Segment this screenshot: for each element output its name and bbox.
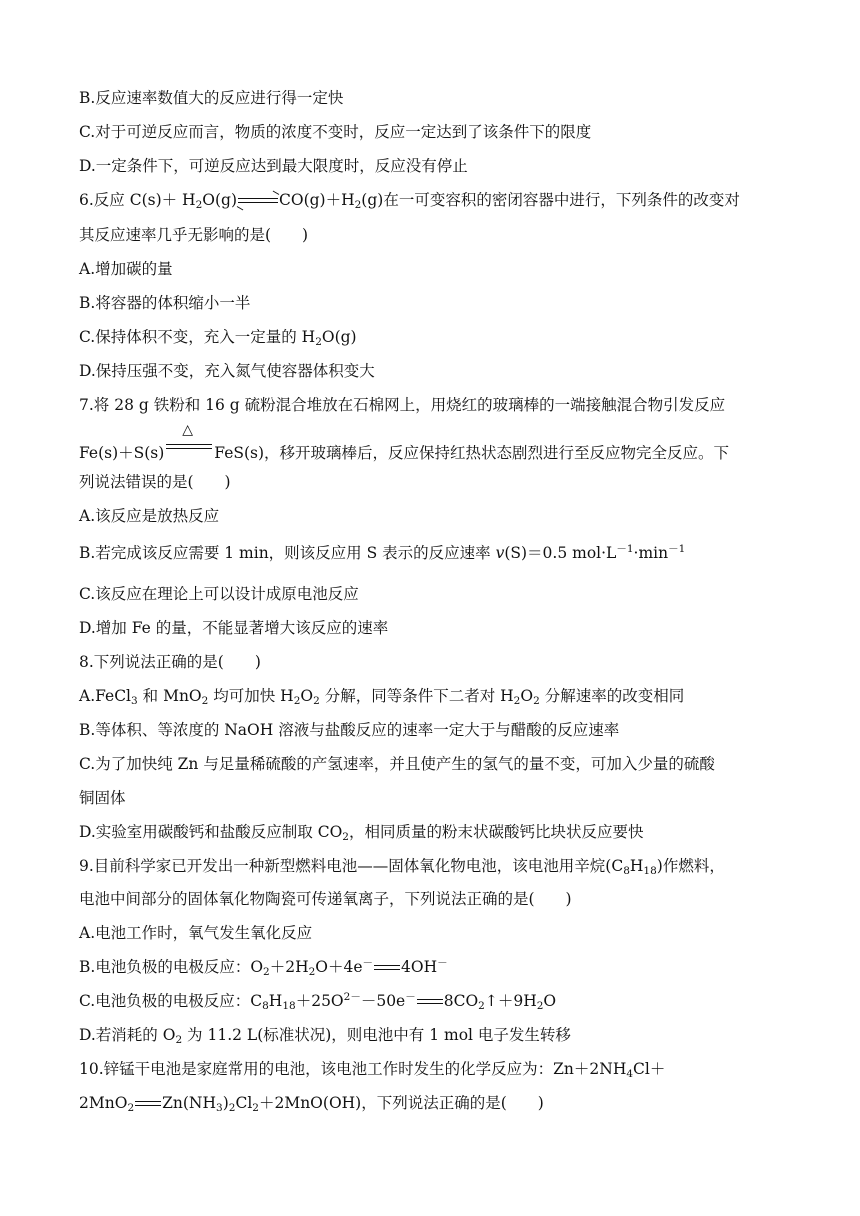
q8-option-a: A.FeCl$_3$ 和 MnO$_2$ 均可加快 $H_2O_2$ 分解，同等条件下二者对 $H_2O_2$ 分解速率的改变相同 (79, 687, 685, 707)
q6-option-b: B.将容器的体积缩小一半 (79, 294, 251, 312)
q7-stem-line2: Fe(s)＋S(s) △ FeS(s)，移开玻璃棒后，反应保持红热状态剧烈进行至反应物完全反应。下 (79, 422, 730, 462)
q7-option-d: D.增加 Fe 的量，不能显著增大该反应的速率 (79, 619, 389, 637)
q9-option-d: D.若消耗的 $O_2$ 为 11.2 L(标准状况)，则电池中有 1 mol 电子发生转移 (79, 1026, 571, 1046)
q5-option-d: D.一定条件下，可逆反应达到最大限度时，反应没有停止 (79, 157, 468, 175)
q7-option-b: B.若完成该反应需要 1 min，则该反应用 S 表示的反应速率 v(S)＝0.5 $mol\cdot L^{-1}\cdot\min^{-1}$ (79, 543, 686, 562)
q9-stem-line1: 9.目前科学家已开发出一种新型燃料电池——固体氧化物电池，该电池用辛烷$(C_8H_{18})$作燃料， (79, 857, 725, 877)
q7-stem-line3: 列说法错误的是( ) (79, 473, 231, 491)
q8-option-d: D.实验室用碳酸钙和盐酸反应制取 $CO_2$，相同质量的粉末状碳酸钙比块状反应要快 (79, 823, 644, 843)
q6-stem-line2: 其反应速率几乎无影响的是( ) (79, 226, 309, 244)
q10-stem-line1: 10.锌锰干电池是家庭常用的电池，该电池工作时发生的化学反应为：$Zn+2NH_4Cl+$ (79, 1060, 666, 1080)
q5-option-b: B.反应速率数值大的反应进行得一定快 (79, 89, 344, 107)
q5-option-c: C.对于可逆反应而言，物质的浓度不变时，反应一定达到了该条件下的限度 (79, 123, 592, 141)
q9-stem-line2: 电池中间部分的固体氧化物陶瓷可传递氧离子，下列说法正确的是( ) (79, 890, 572, 908)
q9-option-a: A.电池工作时，氧气发生氧化反应 (79, 924, 313, 942)
q10-stem-line2: 2MnO$_2$ $Zn(NH_3)_2Cl_2+2MnO(OH)$，下列说法正确的是( ) (79, 1094, 544, 1114)
q8-stem: 8.下列说法正确的是( ) (79, 653, 261, 671)
heat-equals-sign-icon: △ (166, 437, 212, 461)
q6-option-c: C.保持体积不变，充入一定量的 $H_2O(g)$ (79, 328, 357, 348)
q9-option-c: C.电池负极的电极反应：$C_8H_{18}+25O^{2-}-50e^-$ $8CO_2↑+9H_2O$ (79, 991, 557, 1012)
reversible-arrow-icon (238, 197, 278, 205)
q6-option-d: D.保持压强不变，充入氮气使容器体积变大 (79, 362, 375, 380)
equals-sign-icon (135, 1100, 161, 1108)
equals-sign-icon (417, 998, 443, 1006)
q8-option-c-line1: C.为了加快纯 Zn 与足量稀硫酸的产氢速率，并且使产生的氢气的量不变，可加入少量的硫酸 (79, 755, 715, 773)
q8-option-c-line2: 铜固体 (79, 789, 126, 807)
q7-option-c: C.该反应在理论上可以设计成原电池反应 (79, 585, 359, 603)
equals-sign-icon (374, 964, 400, 972)
q6-option-a: A.增加碳的量 (79, 260, 173, 278)
q9-option-b: B.电池负极的电极反应：$O_2+2H_2O+4e^-$ 4OH－ (79, 957, 448, 978)
q8-option-b: B.等体积、等浓度的 NaOH 溶液与盐酸反应的速率一定大于与醋酸的反应速率 (79, 721, 620, 739)
q7-stem-line1: 7.将 28 g 铁粉和 16 g 硫粉混合堆放在石棉网上，用烧红的玻璃棒的一端接触混合物引发反应 (79, 396, 726, 414)
q7-option-a: A.该反应是放热反应 (79, 507, 220, 525)
q6-stem-line1: 6.反应 $C(s)+ H_2O(g)$ $CO(g)+H_2(g)$在一可变容积的密闭容器中进行，下列条件的改变对 (79, 191, 740, 211)
